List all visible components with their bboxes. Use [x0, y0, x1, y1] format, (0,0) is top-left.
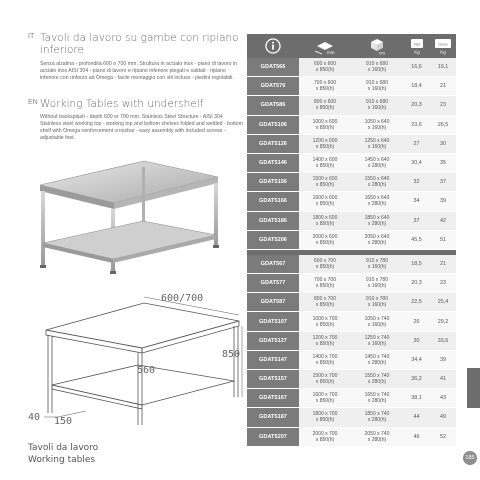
table-row [247, 428, 456, 447]
table-group-600 [247, 58, 456, 250]
dimensions-cell: 700 x 700 x 850(h) [299, 274, 351, 292]
gross-weight-unit: Kg [440, 49, 446, 55]
package-cell: 1550 x 640 x 280(h) [351, 173, 403, 191]
gross-weight-cell: 26,5 [430, 116, 456, 134]
net-weight-cell: 18,4 [403, 77, 430, 95]
net-weight-cell: 44 [403, 408, 430, 426]
dimensions-cell: 1500 x 700 x 850(h) [299, 370, 351, 388]
table-row [247, 370, 456, 389]
package-cell: 1850 x 740 x 280(h) [351, 408, 403, 426]
net-weight-icon [403, 34, 430, 58]
gross-weight-cell: 23 [430, 96, 456, 114]
product-code: GDAT5107 [247, 312, 299, 330]
net-weight-cell: 18,5 [403, 255, 430, 273]
package-icon [351, 34, 403, 58]
lang-tag-it: IT [28, 33, 35, 40]
package-cell: 910 x 780 x 160(h) [351, 255, 403, 273]
net-weight-cell: 20,3 [403, 274, 430, 292]
depth-dimension-label: 600/700 [161, 293, 204, 304]
net-weight-cell: 16,6 [403, 58, 430, 76]
package-cell: 910 x 680 x 160(h) [351, 77, 403, 95]
net-weight-cell: 22,5 [403, 293, 430, 311]
product-code: GDAT587 [247, 293, 299, 311]
gross-weight-cell: 25,4 [430, 293, 456, 311]
table-group-700 [247, 255, 456, 447]
product-code: GDAT577 [247, 274, 299, 292]
gross-weight-cell: 49 [430, 408, 456, 426]
table-row [247, 312, 456, 331]
gross-weight-cell: 39 [430, 351, 456, 369]
product-code: GDAT5126 [247, 135, 299, 153]
gross-weight-cell: 37 [430, 173, 456, 191]
net-weight-cell: 30,4 [403, 154, 430, 172]
table-row [247, 274, 456, 293]
net-weight-cell: 38,1 [403, 389, 430, 407]
gross-weight-cell: 52 [430, 428, 456, 446]
dimensions-cell: 2000 x 600 x 850(h) [299, 231, 351, 249]
dimensions-icon [299, 34, 351, 58]
table-row [247, 58, 456, 77]
net-weight-cell: 36,2 [403, 370, 430, 388]
product-code: GDAT5206 [247, 231, 299, 249]
footer-title-en: Working tables [28, 455, 96, 465]
dimensions-cell: 1000 x 700 x 850(h) [299, 312, 351, 330]
product-code: GDAT5157 [247, 370, 299, 388]
dimensions-cell: 800 x 700 x 850(h) [299, 293, 351, 311]
net-weight-cell: 26 [403, 312, 430, 330]
footer-title-it: Tavoli da lavoro [28, 443, 99, 453]
table-row [247, 154, 456, 173]
package-cell: 910 x 780 x 160(h) [351, 274, 403, 292]
net-weight-cell: 32 [403, 173, 430, 191]
table-row [247, 77, 456, 96]
page-number: 185 [463, 451, 477, 465]
gross-weight-cell: 41 [430, 370, 456, 388]
product-code: GDAT5146 [247, 154, 299, 172]
dimensions-cell: 800 x 600 x 850(h) [299, 96, 351, 114]
net-weight-cell: 34 [403, 192, 430, 210]
net-weight-cell: 46 [403, 428, 430, 446]
dimensions-cell: 1500 x 600 x 850(h) [299, 173, 351, 191]
table-row [247, 408, 456, 427]
net-weight-label: Net [413, 41, 420, 47]
gross-weight-cell: 21 [430, 255, 456, 273]
table-row [247, 135, 456, 154]
table-header [247, 34, 456, 58]
net-weight-cell: 23,6 [403, 116, 430, 134]
product-photo [26, 155, 226, 275]
package-unit: cm [379, 50, 385, 55]
shelf-dimension-label: 560 [137, 365, 156, 376]
package-cell: 2050 x 640 x 280(h) [351, 231, 403, 249]
dimensions-cell: 1400 x 700 x 850(h) [299, 351, 351, 369]
package-cell: 1650 x 740 x 280(h) [351, 389, 403, 407]
gross-weight-label: Gross [438, 42, 448, 47]
table-row [247, 293, 456, 312]
height-dimension-label: 850 [222, 349, 241, 360]
product-code: GDAT5127 [247, 332, 299, 350]
dimensions-unit: mm [327, 50, 335, 55]
product-code: GDAT576 [247, 77, 299, 95]
product-code: GDAT5187 [247, 408, 299, 426]
dimensions-cell: 2000 x 700 x 850(h) [299, 428, 351, 446]
table-row [247, 231, 456, 250]
package-cell: 1250 x 640 x 160(h) [351, 135, 403, 153]
dimensions-cell: 1000 x 600 x 850(h) [299, 116, 351, 134]
title-it: Tavoli da lavoro su gambe con ripiano inferiore [40, 32, 239, 56]
gross-weight-cell: 35 [430, 154, 456, 172]
package-cell: 1250 x 740 x 160(h) [351, 332, 403, 350]
package-cell: 1650 x 640 x 280(h) [351, 192, 403, 210]
table-row [247, 116, 456, 135]
product-code: GDAT567 [247, 255, 299, 273]
foot-offset-label: 150 [54, 416, 73, 425]
dimensions-cell: 1400 x 600 x 850(h) [299, 154, 351, 172]
package-cell: 1050 x 740 x 160(h) [351, 312, 403, 330]
gross-weight-cell: 19,1 [430, 58, 456, 76]
table-row [247, 255, 456, 274]
table-row [247, 389, 456, 408]
info-icon [247, 34, 299, 58]
gross-weight-cell: 39 [430, 192, 456, 210]
net-weight-cell: 45,5 [403, 231, 430, 249]
net-weight-cell: 34,4 [403, 351, 430, 369]
description-it: Senza alzatina - profondità 600 o 700 mm. Struttura in acciaio inox - piano di lavoro in acciaio inox AISI 304 - piano di lavoro e ripiano inferiore piegati e saldati - ripiano inferiore con rinforzo ad Omega - facile montaggio con viti incluse - piedini regolabili. [40, 61, 237, 81]
table-row [247, 212, 456, 231]
table-row [247, 96, 456, 115]
package-cell: 1550 x 740 x 280(h) [351, 370, 403, 388]
spec-table [247, 34, 456, 447]
lang-tag-en: EN [28, 99, 38, 106]
dimensions-cell: 1200 x 700 x 850(h) [299, 332, 351, 350]
table-row [247, 173, 456, 192]
gross-weight-cell: 33,6 [430, 332, 456, 350]
foot-dimension-label: 40 [28, 412, 41, 423]
package-cell: 1050 x 640 x 160(h) [351, 116, 403, 134]
dimensions-cell: 600 x 600 x 850(h) [299, 58, 351, 76]
dimensions-cell: 1200 x 600 x 850(h) [299, 135, 351, 153]
product-code: GDAT5156 [247, 173, 299, 191]
table-row [247, 192, 456, 211]
gross-weight-icon [430, 34, 456, 58]
product-code: GDAT5147 [247, 351, 299, 369]
dimensions-cell: 1800 x 600 x 850(h) [299, 212, 351, 230]
technical-drawing [24, 285, 249, 425]
table-row [247, 351, 456, 370]
net-weight-cell: 20,3 [403, 96, 430, 114]
table-row [247, 332, 456, 351]
product-code: GDAT5186 [247, 212, 299, 230]
gross-weight-cell: 43 [430, 389, 456, 407]
dimensions-cell: 1600 x 700 x 850(h) [299, 389, 351, 407]
gross-weight-cell: 23 [430, 274, 456, 292]
gross-weight-cell: 42 [430, 212, 456, 230]
package-cell: 1450 x 740 x 280(h) [351, 351, 403, 369]
package-cell: 1450 x 640 x 280(h) [351, 154, 403, 172]
description-en: Without backsplash - depth 600 or 700 mm. Stainless Steel Structure - AISI 304 Stainless steel working top - working top and bottom shelves folded and welded - bottom shelf with Omega reinforcement crossbar - easy assembly with included screws - adjustable feet. [40, 114, 244, 141]
product-code: GDAT5106 [247, 116, 299, 134]
package-cell: 1850 x 640 x 280(h) [351, 212, 403, 230]
product-code: GDAT586 [247, 96, 299, 114]
net-weight-cell: 27 [403, 135, 430, 153]
dimensions-cell: 600 x 700 x 850(h) [299, 255, 351, 273]
package-cell: 2050 x 740 x 280(h) [351, 428, 403, 446]
dimensions-cell: 1800 x 700 x 850(h) [299, 408, 351, 426]
net-weight-cell: 37 [403, 212, 430, 230]
product-code: GDAT5207 [247, 428, 299, 446]
gross-weight-cell: 21 [430, 77, 456, 95]
title-en: Working Tables with undershelf [40, 98, 204, 110]
dimensions-cell: 700 x 600 x 850(h) [299, 77, 351, 95]
package-cell: 910 x 780 x 160(h) [351, 293, 403, 311]
package-cell: 910 x 680 x 160(h) [351, 96, 403, 114]
gross-weight-cell: 51 [430, 231, 456, 249]
net-weight-cell: 30 [403, 332, 430, 350]
gross-weight-cell: 30 [430, 135, 456, 153]
dimensions-cell: 1600 x 600 x 850(h) [299, 192, 351, 210]
gross-weight-cell: 29,2 [430, 312, 456, 330]
product-code: GDAT5166 [247, 192, 299, 210]
section-tab [467, 368, 480, 408]
net-weight-unit: Kg [413, 49, 420, 55]
product-code: GDAT566 [247, 58, 299, 76]
product-code: GDAT5167 [247, 389, 299, 407]
package-cell: 910 x 680 x 160(h) [351, 58, 403, 76]
